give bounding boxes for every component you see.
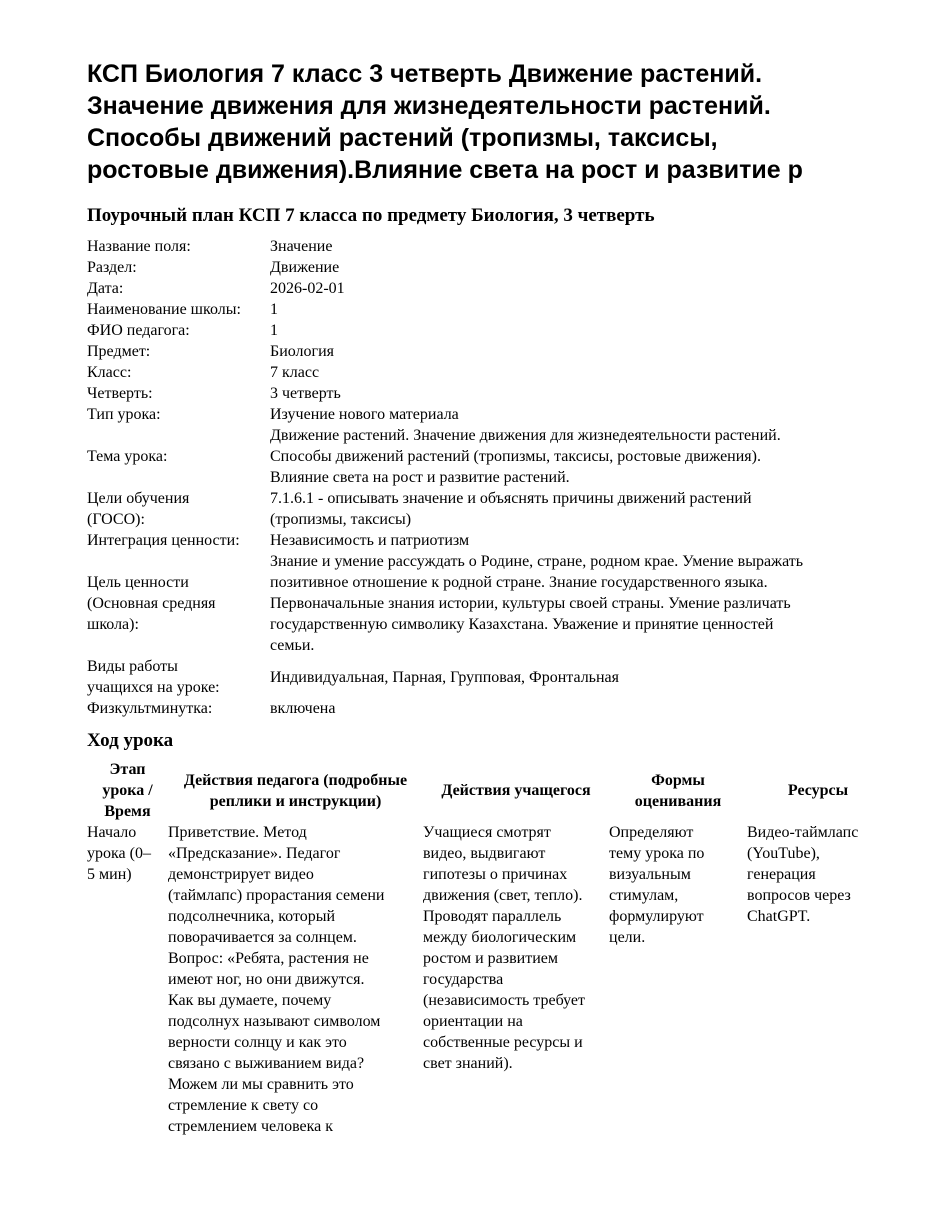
field-label: Тип урока: <box>87 406 161 423</box>
lesson-flow-heading: Ход урока <box>87 730 174 751</box>
field-row <box>87 530 889 551</box>
field-value: Знание и умение рассуждать о Родине, стране, родном крае. Умение выражать позитивное отношение к родной стране. Знание государственного языка. Первоначальные знания истории, культуры своей страны. Умение различать государственную символику Казахстана. Уважение и принятие ценностей семьи. <box>270 553 804 654</box>
field-label: Дата: <box>87 280 124 297</box>
field-label: Интеграция ценности: <box>87 532 240 549</box>
header-teacher-actions: Действия педагога (подробные реплики и инструкции) <box>183 771 408 810</box>
field-value: Биология <box>270 343 335 360</box>
field-value: 7 класс <box>270 364 320 381</box>
field-label: Класс: <box>87 364 132 381</box>
field-row <box>87 698 889 719</box>
field-label: Цель ценности (Основная средняя школа): <box>87 574 216 633</box>
field-value: 3 четверть <box>270 385 341 402</box>
field-label: Название поля: <box>87 238 191 255</box>
field-label: Раздел: <box>87 259 137 276</box>
cell-assessment: Определяют тему урока по визуальным стимулам, формулируют цели. <box>609 824 705 946</box>
field-row <box>87 551 889 656</box>
field-value: 2026-02-01 <box>270 280 345 297</box>
field-label: ФИО педагога: <box>87 322 190 339</box>
table-row <box>87 822 889 1137</box>
field-row <box>87 320 889 341</box>
header-stage: Этап урока / Время <box>102 761 153 820</box>
lesson-fields <box>87 236 889 719</box>
field-value: 1 <box>270 322 278 339</box>
field-row <box>87 425 889 488</box>
field-value: 7.1.6.1 - описывать значение и объяснять причины движений растений (тропизмы, таксисы) <box>270 490 752 528</box>
field-row <box>87 362 889 383</box>
cell-teacher-actions: Приветствие. Метод «Предсказание». Педагог демонстрирует видео (таймлапс) прорастания семени подсолнечника, который поворачивается за солнцем. Вопрос: «Ребята, растения не имеют ног, но они движутся. Как вы думаете, почему подсолнух называют символом верности солнцу и как это связано с выживанием вида? Можем ли мы сравнить это стремление к свету со стремлением человека к <box>168 824 385 1135</box>
field-label: Предмет: <box>87 343 151 360</box>
field-value: Независимость и патриотизм <box>270 532 470 549</box>
field-value: Изучение нового материала <box>270 406 459 423</box>
header-assessment: Формы оценивания <box>634 771 722 810</box>
table-header-row <box>87 759 889 822</box>
header-resources: Ресурсы <box>787 782 849 799</box>
field-row <box>87 488 889 530</box>
header-student-actions: Действия учащегося <box>441 782 591 799</box>
document-page <box>87 58 889 1137</box>
field-label: Физкультминутка: <box>87 700 213 717</box>
field-row <box>87 257 889 278</box>
cell-student-actions: Учащиеся смотрят видео, выдвигают гипотезы о причинах движения (свет, тепло). Проводят параллель между биологическим ростом и развитием государства (независимость требует ориентации на собственные ресурсы и свет знаний). <box>423 824 586 1072</box>
field-row <box>87 656 889 698</box>
field-value: Значение <box>270 238 333 255</box>
field-value: Движение <box>270 259 340 276</box>
document-title: КСП Биология 7 класс 3 четверть Движение растений. Значение движения для жизнедеятельности растений. Способы движений растений (тропизмы, таксисы, ростовые движения).Влияние света на рост и развитие р <box>87 60 803 184</box>
field-label: Наименование школы: <box>87 301 241 318</box>
field-value: Индивидуальная, Парная, Групповая, Фронтальная <box>270 668 619 686</box>
field-label: Виды работы учащихся на уроке: <box>87 658 220 696</box>
cell-resources: Видео-таймлапс (YouTube), генерация вопросов через ChatGPT. <box>747 824 859 925</box>
plan-subtitle: Поурочный план КСП 7 класса по предмету Биология, 3 четверть <box>87 205 655 226</box>
field-label: Четверть: <box>87 385 153 402</box>
field-label: Тема урока: <box>87 448 168 465</box>
lesson-flow-table <box>87 759 889 1137</box>
field-value: Движение растений. Значение движения для жизнедеятельности растений. Способы движений растений (тропизмы, таксисы, ростовые движения). Влияние света на рост и развитие растений. <box>270 427 781 486</box>
field-value: 1 <box>270 301 278 318</box>
field-row <box>87 341 889 362</box>
field-value: включена <box>270 700 336 717</box>
cell-stage: Начало урока (0– 5 мин) <box>87 824 151 883</box>
field-row <box>87 278 889 299</box>
field-row <box>87 383 889 404</box>
field-label: Цели обучения (ГОСО): <box>87 490 190 528</box>
field-row <box>87 404 889 425</box>
field-row <box>87 299 889 320</box>
field-row <box>87 236 889 257</box>
